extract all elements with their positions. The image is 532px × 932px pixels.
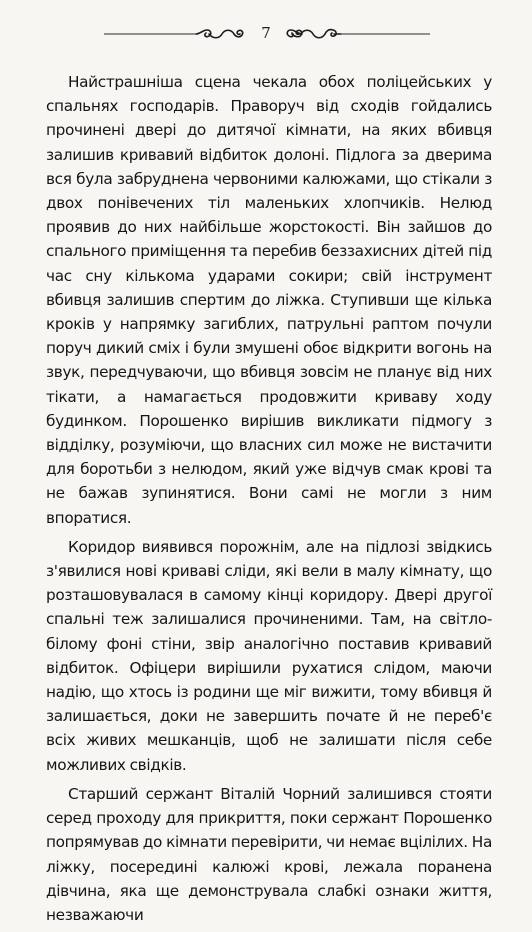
page-header [0,22,532,46]
paragraph-3: Старший сержант Віталій Чорний залишився стояти серед проходу для прикриття, поки сержант Порошенко попрямував до кімнати перевірити, чи немає вцілілих. На ліжку, посередині калюжі крові, лежала поранена дівчина, яка ще демонструвала слабкі ознаки життя, незважаючи [46,784,492,924]
paragraph-1: Найстрашніша сцена чекала обох поліцейських у спальнях господарів. Праворуч від сходів гойдались прочинені двері до дитячої кімнати, на яких вбивця залишив кривавий відбиток долоні. Підлога за дверима вся була забруднена червоними калюжами, що стікали з двох понівечених тіл маленьких хлопчиків. Нелюд проявив до них найбільше жорстокості. Він зайшов до спального приміщення та перебив беззахисних дітей під час сну кількома ударами сокири; свій інструмент вбивця залишив спертим до ліжка. Ступивши ще кілька кроків у напрямку загиблих, патрульні раптом почули поруч дикий сміх і були змушені обоє відкрити вогонь на звук, передчуваючи, що вбивця зовсім не планує від них тікати, а намагається продовжити криваву ходу будинком. Порошенко вирішив викликати підмогу з відділку, розуміючи, що власних сил може не вистачити для боротьби з нелюдом, який уже відчув смак крові та не бажав зупинятися. Вони самі не могли з ним впоратися. [46,73,492,527]
body-text [46,70,492,932]
paragraph-2: Коридор виявився порожнім, але на підлозі звідкись з'явилися нові криваві сліди, які вели в малу кімнату, що розташовувалася в самому кінці коридору. Двері другої спальні теж залишалися прочиненими. Там, на світло-білому фоні стіни, звір аналогічно поставив кривавий відбиток. Офіцери вирішили рухатися слідом, маючи надію, що хтось із родини ще міг вижити, тому вбивця й залишається, доки не завершить почате й не переб'є всіх живих мешканців, щоб не залишати після себе можливих свідків. [46,537,492,774]
page-number: 7 [261,24,271,42]
